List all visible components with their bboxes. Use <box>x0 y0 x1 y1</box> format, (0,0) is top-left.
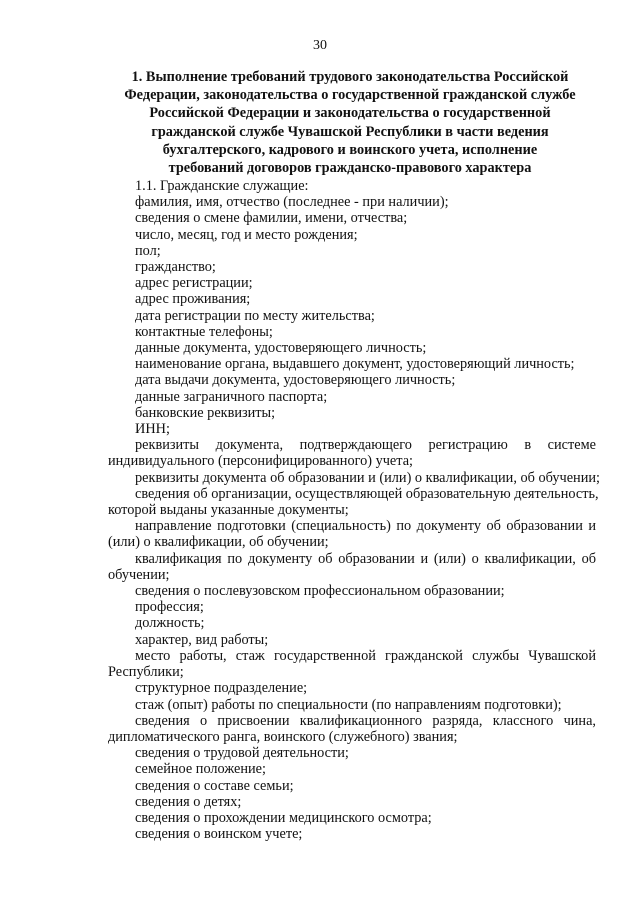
list-item: наименование органа, выдавшего документ, удостоверяющий личность; <box>135 356 575 373</box>
list-item: адрес проживания; <box>135 291 251 308</box>
list-item-continuation: дипломатического ранга, воинского (служебного) звания; <box>108 728 458 745</box>
section-title-line: требований договоров гражданско-правового характера <box>168 160 532 177</box>
list-item: квалификация по документу об образовании и (или) о квалификации, об <box>135 550 596 567</box>
list-heading: 1.1. Гражданские служащие: <box>135 178 309 194</box>
list-item: ИНН; <box>135 421 170 438</box>
list-item-continuation: (или) о квалификации, об обучении; <box>108 534 329 551</box>
list-item: сведения о смене фамилии, имени, отчества; <box>135 210 408 227</box>
list-item: адрес регистрации; <box>135 275 253 292</box>
section-title-line: Федерации, законодательства о государственной гражданской службе <box>124 87 576 104</box>
section-title <box>110 68 590 177</box>
section-title-line: бухгалтерского, кадрового и воинского учета, исполнение <box>162 141 538 158</box>
list-item: контактные телефоны; <box>135 323 273 340</box>
list-item: дата выдачи документа, удостоверяющего личность; <box>135 372 456 389</box>
list-item: место работы, стаж государственной гражданской службы Чувашской <box>135 647 596 664</box>
list-item: направление подготовки (специальность) по документу об образовании и <box>135 518 596 535</box>
list-item: сведения о детях; <box>135 793 242 810</box>
list-item: сведения об организации, осуществляющей образовательную деятельность, <box>135 485 599 502</box>
list-item: гражданство; <box>135 259 216 276</box>
list-item: структурное подразделение; <box>135 680 308 697</box>
list-item: пол; <box>135 242 161 259</box>
section-title-line: 1. Выполнение требований трудового законодательства Российской <box>131 69 569 85</box>
section-title-line: Российской Федерации и законодательства о государственной <box>149 105 551 122</box>
list-item: данные документа, удостоверяющего личность; <box>135 340 427 357</box>
page-number: 30 <box>313 38 327 53</box>
list-item-continuation: индивидуального (персонифицированного) учета; <box>108 453 414 470</box>
list-item: сведения о трудовой деятельности; <box>135 745 349 762</box>
section-title-line: гражданской службе Чувашской Республики в части ведения <box>151 123 549 140</box>
list-item: сведения о послевузовском профессиональном образовании; <box>135 583 505 600</box>
list-item: реквизиты документа, подтверждающего регистрацию в системе <box>135 437 596 454</box>
list-item: дата регистрации по месту жительства; <box>135 307 375 324</box>
list-item: реквизиты документа об образовании и (или) о квалификации, об обучении; <box>135 469 600 486</box>
list-item-continuation: которой выданы указанные документы; <box>108 502 349 519</box>
list-item: семейное положение; <box>135 761 266 778</box>
list-item-continuation: Республики; <box>108 664 184 681</box>
list-item: стаж (опыт) работы по специальности (по направлениям подготовки); <box>135 696 562 713</box>
list-item: профессия; <box>135 599 204 616</box>
list-item-continuation: обучении; <box>108 566 170 583</box>
list-item: сведения о составе семьи; <box>135 777 294 794</box>
list-item: характер, вид работы; <box>135 631 269 648</box>
list-item: должность; <box>135 615 205 632</box>
list-item: банковские реквизиты; <box>135 404 276 421</box>
list-item: сведения о прохождении медицинского осмотра; <box>135 809 432 826</box>
list-item: сведения о воинском учете; <box>135 826 303 843</box>
list-item: число, месяц, год и место рождения; <box>135 226 358 243</box>
document-body <box>108 178 600 843</box>
list-item: данные заграничного паспорта; <box>135 388 328 405</box>
list-item: фамилия, имя, отчество (последнее - при наличии); <box>135 194 449 211</box>
list-item: сведения о присвоении квалификационного разряда, классного чина, <box>135 712 596 729</box>
